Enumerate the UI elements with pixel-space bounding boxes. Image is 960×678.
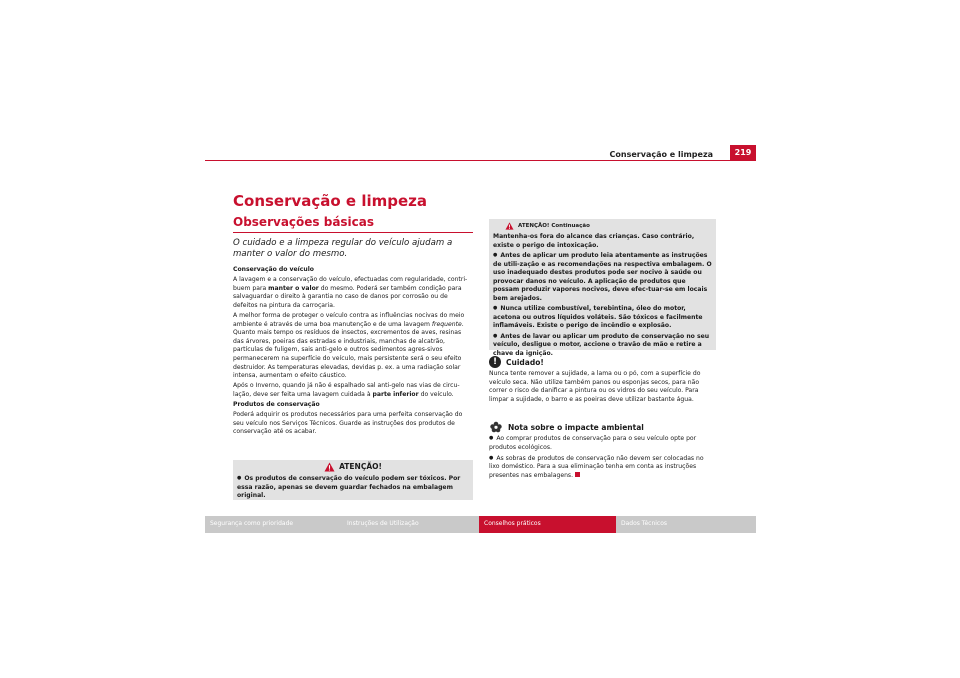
subheading-care-products: Produtos de conservação bbox=[233, 400, 320, 408]
emphasis: manter o valor bbox=[268, 284, 319, 292]
page-number: 219 bbox=[730, 145, 756, 161]
section-rule bbox=[233, 232, 473, 233]
caution-text-block bbox=[489, 370, 716, 406]
exclamation-circle-icon: ! bbox=[489, 356, 501, 368]
warning-box bbox=[233, 460, 473, 500]
caution-text: Nunca tente remover a sujidade, a lama ou o pó, com a superfície do veículo seca. Não utilize também panos ou esponjas secos, para não correr o risco de danificar a pintura ou os vidros do seu veículo. Para limpar a sujidade, o barro e as poeiras deve utilizar bastante água. bbox=[489, 370, 701, 403]
section-intro: O cuidado e a limpeza regular do veículo ajudam a manter o valor do mesmo. bbox=[233, 238, 453, 259]
warning-triangle-icon bbox=[505, 222, 514, 230]
warning-paragraph: Mantenha-os fora do alcance das crianças. Caso contrário, existe o perigo de intoxicação. bbox=[493, 233, 695, 249]
footer-tab-technical-data[interactable]: Dados Técnicos bbox=[616, 516, 756, 533]
header-rule bbox=[205, 160, 730, 161]
footer-tab-practical-tips[interactable]: Conselhos práticos bbox=[479, 516, 616, 533]
warning-continuation-body bbox=[489, 232, 716, 360]
section-end-marker bbox=[575, 472, 580, 477]
warning-continuation-header bbox=[489, 219, 716, 232]
text: . Quanto mais tempo os resíduos de insectos, excrementos de aves, resinas das árvores, poeiras das estradas e industriais, manchas de alcatrão, partículas de fuligem, sais anti-gelo e outros sedimentos agres-sivos permanecerem na superfície do veículo, mais persistente será o seu efeito destruidor. As temperaturas elevadas, devidas p. ex. a uma radiação solar intensa, aumentam o efeito cáustico. bbox=[233, 320, 464, 380]
text: Após o Inverno, quando já não é espalhado sal anti-gelo nas vias de circu-lação, deve ser feita uma lavagem cuidada à bbox=[233, 382, 460, 398]
text: A lavagem e a conservação do veículo, efectuadas com regularidade, contri-buem para bbox=[233, 276, 468, 292]
environment-item: ● Ao comprar produtos de conservação para o seu veículo opte por produtos ecológicos. bbox=[489, 434, 716, 452]
footer-tab-operating-instructions[interactable]: Instruções de Utilização bbox=[342, 516, 479, 533]
emphasis: parte inferior bbox=[372, 390, 419, 398]
caution-title: Cuidado! bbox=[506, 357, 544, 367]
warning-continuation-title: ATENÇÃO! Continuação bbox=[518, 222, 590, 229]
warning-title: ATENÇÃO! bbox=[339, 462, 382, 471]
footer-tab-safety[interactable]: Segurança como prioridade bbox=[205, 516, 342, 533]
warning-item: ● Antes de lavar ou aplicar um produto de conservação no seu veículo, desligue o motor, accione o travão de mão e retire a chave da ignição. bbox=[493, 332, 712, 359]
warning-item: ● Os produtos de conservação do veículo podem ser tóxicos. Por essa razão, apenas se devem guardar fechados na embalagem original. bbox=[237, 474, 469, 501]
paragraph-care bbox=[233, 276, 473, 310]
paragraph-protection bbox=[233, 312, 473, 381]
warning-item: ● Nunca utilize combustível, terebintina, óleo do motor, acetona ou outros líquidos voláteis. São tóxicos e facilmente inflamáveis. Existe o perigo de incêndio e explosão. bbox=[493, 304, 712, 331]
environment-item-last bbox=[489, 454, 716, 481]
section-title: Observações básicas bbox=[233, 215, 375, 229]
environment-item-text: ● As sobras de produtos de conservação não devem ser colocadas no lixo doméstico. Para a sua eliminação tenha em conta as instruções presentes nas embalagens. bbox=[489, 455, 704, 479]
text: do veículo. bbox=[420, 390, 454, 398]
warning-continuation-box bbox=[489, 219, 716, 357]
flower-icon bbox=[489, 421, 503, 433]
paragraph-products: Poderá adquirir os produtos necessários para uma perfeita conservação do seu veículo nos Serviços Técnicos. Guarde as instruções dos produtos de conservação até os acabar. bbox=[233, 411, 463, 436]
left-column bbox=[233, 266, 473, 438]
warning-triangle-icon bbox=[324, 462, 335, 472]
chapter-title: Conservação e limpeza bbox=[233, 192, 428, 210]
subheading-vehicle-care: Conservação do veículo bbox=[233, 266, 314, 273]
text: A melhor forma de proteger o veículo contra as influências nocivas do meio ambiente é através de uma boa manutenção e de uma lavagem bbox=[233, 311, 465, 328]
text: do mesmo. Poderá ser também condição para salvaguardar o direito à garantia no caso de danos por corrosão ou de defeitos na pintura da carroçaria. bbox=[233, 284, 462, 309]
warning-body bbox=[233, 473, 473, 502]
environment-note-title: Nota sobre o impacte ambiental bbox=[508, 422, 644, 432]
caution-header bbox=[489, 356, 544, 368]
warning-header bbox=[233, 460, 473, 473]
environment-note-header bbox=[489, 421, 644, 433]
warning-item: ● Antes de aplicar um produto leia atentamente as instruções de utili-zação e as recomendações na respectiva embalagem. O uso inadequado destes produtos pode ser nocivo à saúde ou provocar danos no veículo. A aplicação de produtos que possam produzir vapores nocivos, deve efec-tuar-se em locais bem arejados. bbox=[493, 251, 712, 303]
environment-note-body bbox=[489, 434, 716, 482]
emphasis: frequente bbox=[431, 320, 462, 328]
running-header-title: Conservação e limpeza bbox=[609, 150, 713, 159]
paragraph-winter bbox=[233, 382, 473, 399]
